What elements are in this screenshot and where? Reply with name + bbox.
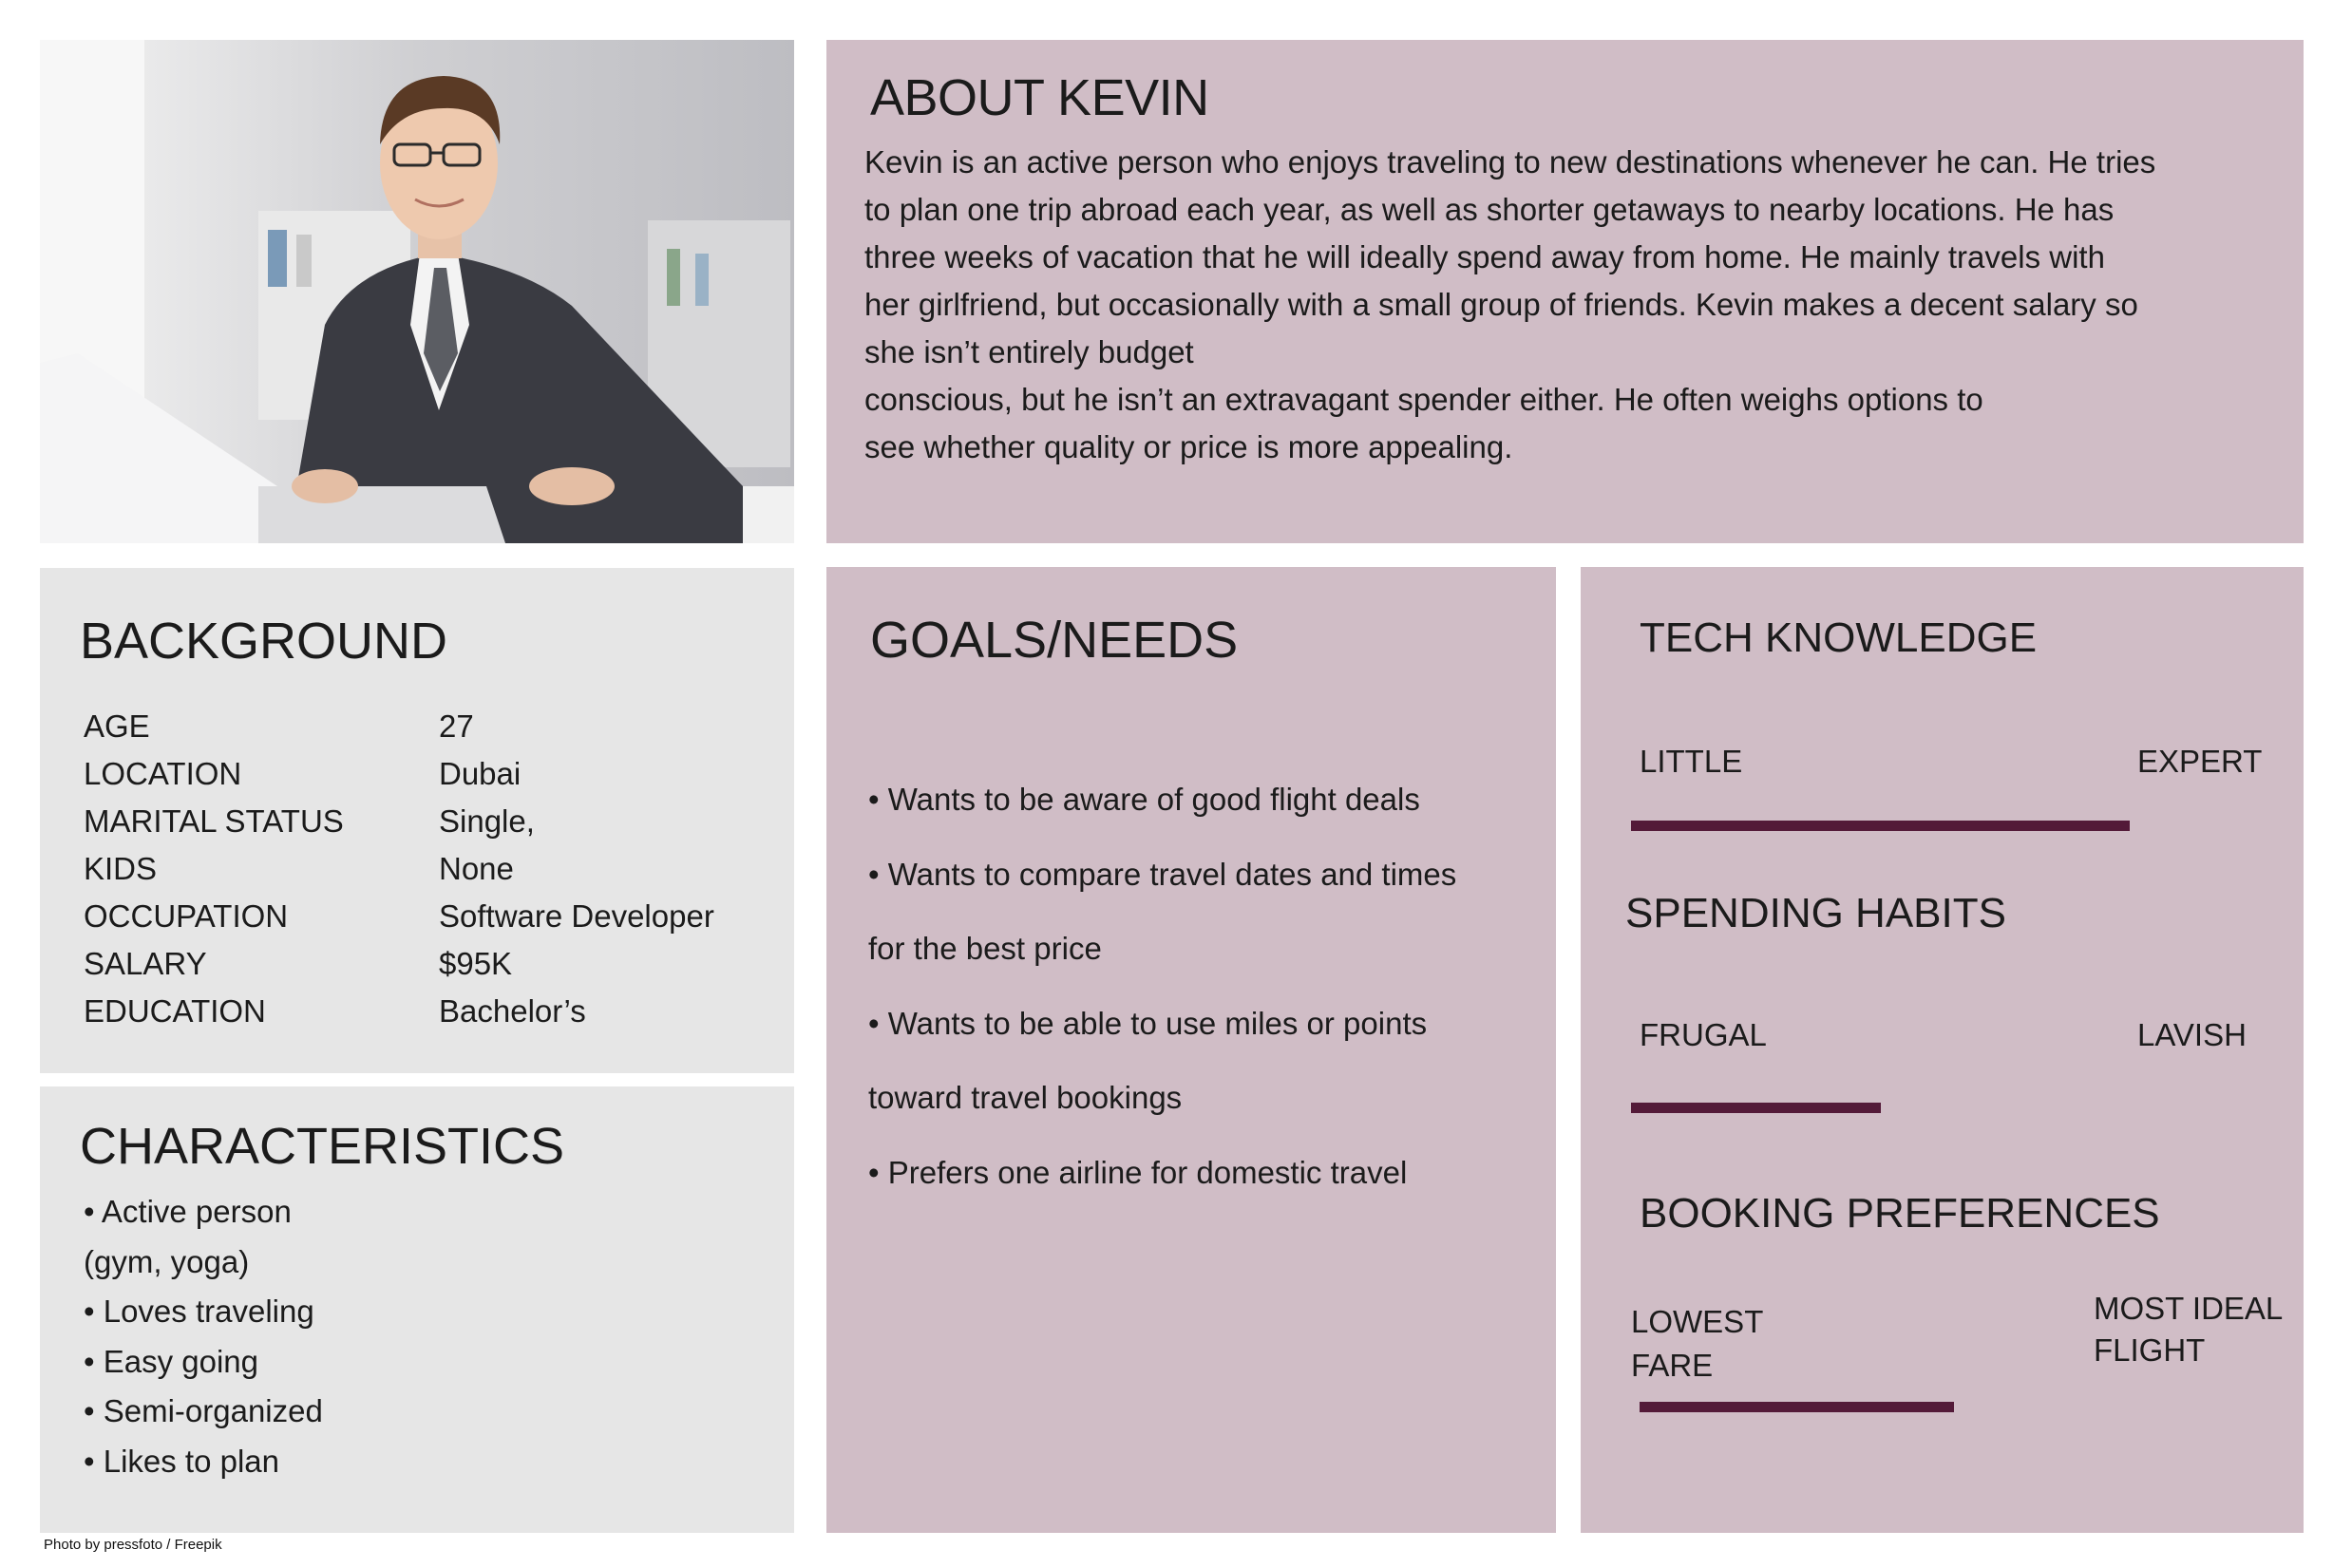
list-item: • Easy going <box>84 1343 258 1379</box>
scales-panel <box>1581 567 2304 1533</box>
background-key: AGE <box>84 708 150 744</box>
list-item: • Active person <box>84 1194 292 1229</box>
booking-low-label-line2: FARE <box>1631 1348 1714 1383</box>
list-item: • Wants to compare travel dates and times <box>868 856 1457 892</box>
list-item: • Likes to plan <box>84 1443 280 1479</box>
list-item: • Loves traveling <box>84 1294 314 1329</box>
background-value: Dubai <box>439 756 522 791</box>
list-item: (gym, yoga) <box>84 1243 250 1279</box>
background-key: OCCUPATION <box>84 898 289 934</box>
booking-preferences-bar <box>1640 1402 1954 1412</box>
background-value: Bachelor’s <box>439 993 586 1029</box>
about-text <box>864 139 2232 471</box>
spending-high-label: LAVISH <box>2137 1017 2247 1052</box>
background-key: EDUCATION <box>84 993 266 1029</box>
list-item: for the best price <box>868 931 1102 967</box>
about-line: to plan one trip abroad each year, as well as shorter getaways to nearby locations. He has <box>864 192 2115 227</box>
booking-preferences-scale <box>1640 1402 2138 1412</box>
tech-low-label: LITTLE <box>1640 744 1743 779</box>
about-line: her girlfriend, but occasionally with a small group of friends. Kevin makes a decent salary so <box>864 287 2138 322</box>
about-title: ABOUT KEVIN <box>870 69 1209 126</box>
spending-low-label: FRUGAL <box>1640 1017 1767 1052</box>
about-panel <box>826 40 2304 543</box>
booking-high-label-line2: FLIGHT <box>2094 1332 2206 1368</box>
background-key: LOCATION <box>84 756 242 791</box>
list-item: toward travel bookings <box>868 1080 1183 1116</box>
goals-panel <box>826 567 1556 1533</box>
characteristics-list <box>84 1187 323 1486</box>
tech-high-label: EXPERT <box>2137 744 2263 779</box>
booking-high-label-line1: MOST IDEAL <box>2094 1291 2284 1326</box>
about-line: see whether quality or price is more appealing. <box>864 429 1513 464</box>
background-key: MARITAL STATUS <box>84 803 344 839</box>
spending-habits-title: SPENDING HABITS <box>1625 890 2006 936</box>
booking-preferences-title: BOOKING PREFERENCES <box>1640 1190 2160 1237</box>
background-value: Software Developer <box>439 898 714 934</box>
background-panel <box>40 568 794 1073</box>
background-key: KIDS <box>84 851 158 886</box>
list-item: • Semi-organized <box>84 1393 323 1428</box>
persona-photo <box>40 40 794 543</box>
background-value: 27 <box>439 708 474 744</box>
booking-low-label-line1: LOWEST <box>1631 1304 1764 1339</box>
list-item: • Wants to be able to use miles or points <box>868 1005 1428 1041</box>
list-item: • Wants to be aware of good flight deals <box>868 782 1420 817</box>
background-value: Single, <box>439 803 535 839</box>
background-value: $95K <box>439 946 513 981</box>
background-title: BACKGROUND <box>80 613 448 670</box>
persona-photo-illustration <box>40 40 794 543</box>
characteristics-panel <box>40 1086 794 1533</box>
background-key: SALARY <box>84 946 207 981</box>
about-line: three weeks of vacation that he will ideally spend away from home. He mainly travels with <box>864 239 2105 274</box>
tech-knowledge-bar <box>1631 821 2130 831</box>
tech-knowledge-title: TECH KNOWLEDGE <box>1640 614 2038 661</box>
goals-title: GOALS/NEEDS <box>870 612 1239 669</box>
spending-habits-scale <box>1631 1103 2130 1113</box>
goals-list <box>868 763 1533 1211</box>
tech-knowledge-scale <box>1631 821 2130 831</box>
about-line: conscious, but he isn’t an extravagant spender either. He often weighs options to <box>864 382 1983 417</box>
about-line: Kevin is an active person who enjoys traveling to new destinations whenever he can. He tries <box>864 144 2156 179</box>
spending-habits-bar <box>1631 1103 1881 1113</box>
characteristics-title: CHARACTERISTICS <box>80 1118 565 1175</box>
photo-credit: Photo by pressfoto / Freepik <box>44 1537 222 1553</box>
about-line: she isn’t entirely budget <box>864 334 1194 369</box>
background-value: None <box>439 851 514 886</box>
list-item: • Prefers one airline for domestic travel <box>868 1154 1408 1190</box>
